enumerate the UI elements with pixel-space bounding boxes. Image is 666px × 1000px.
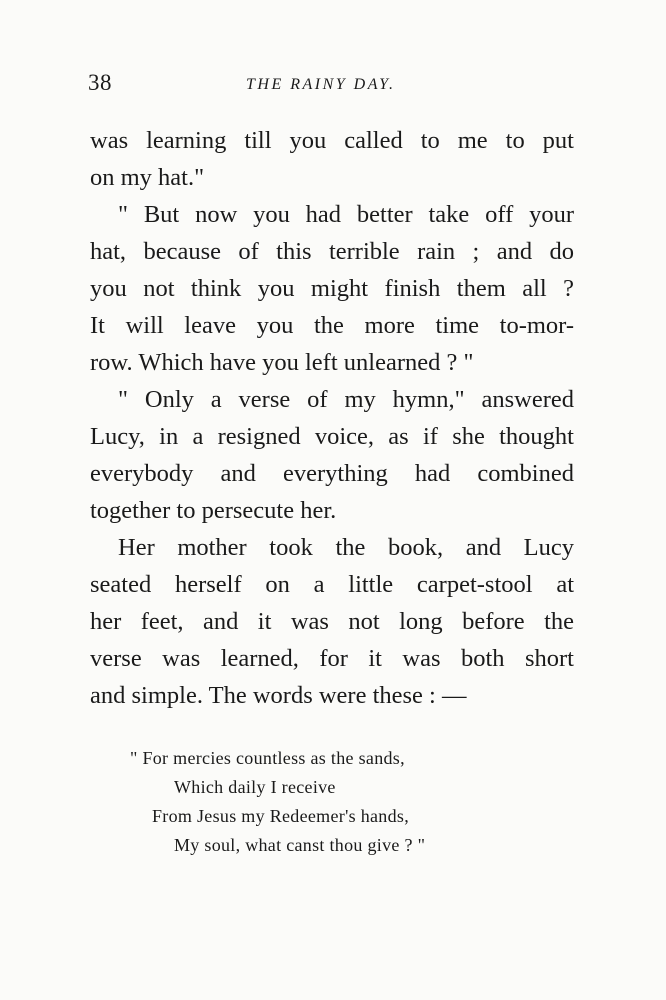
text-line: was learning till you called to me to put [90, 127, 574, 154]
poem-line: " For mercies countless as the sands, [130, 748, 405, 768]
text-line: row. Which have you left unlearned ? " [90, 349, 474, 376]
text-line: " But now you had better take off your [118, 201, 574, 228]
text-line: Her mother took the book, and Lucy [118, 534, 574, 561]
text-line: on my hat." [90, 164, 205, 191]
poem-line: Which daily I receive [174, 777, 336, 797]
page-header [88, 70, 578, 100]
hymn-verse [130, 744, 510, 860]
text-line: verse was learned, for it was both short [90, 645, 574, 672]
text-line: you not think you might finish them all ? [90, 275, 574, 302]
text-line: " Only a verse of my hymn," answered [118, 386, 574, 413]
page-number: 38 [88, 70, 112, 95]
text-line: together to persecute her. [90, 497, 337, 524]
text-line: seated herself on a little carpet-stool at [90, 571, 574, 598]
running-title: THE RAINY DAY. [246, 76, 396, 93]
text-line: It will leave you the more time to-mor- [90, 312, 574, 339]
text-line: hat, because of this terrible rain ; and do [90, 238, 574, 265]
body-text [90, 122, 574, 714]
poem-line: My soul, what canst thou give ? " [174, 835, 426, 855]
text-line: and simple. The words were these : — [90, 682, 467, 709]
text-line: Lucy, in a resigned voice, as if she thought [90, 423, 574, 450]
text-line: her feet, and it was not long before the [90, 608, 574, 635]
text-line: everybody and everything had combined [90, 460, 574, 487]
poem-line: From Jesus my Redeemer's hands, [152, 806, 410, 826]
